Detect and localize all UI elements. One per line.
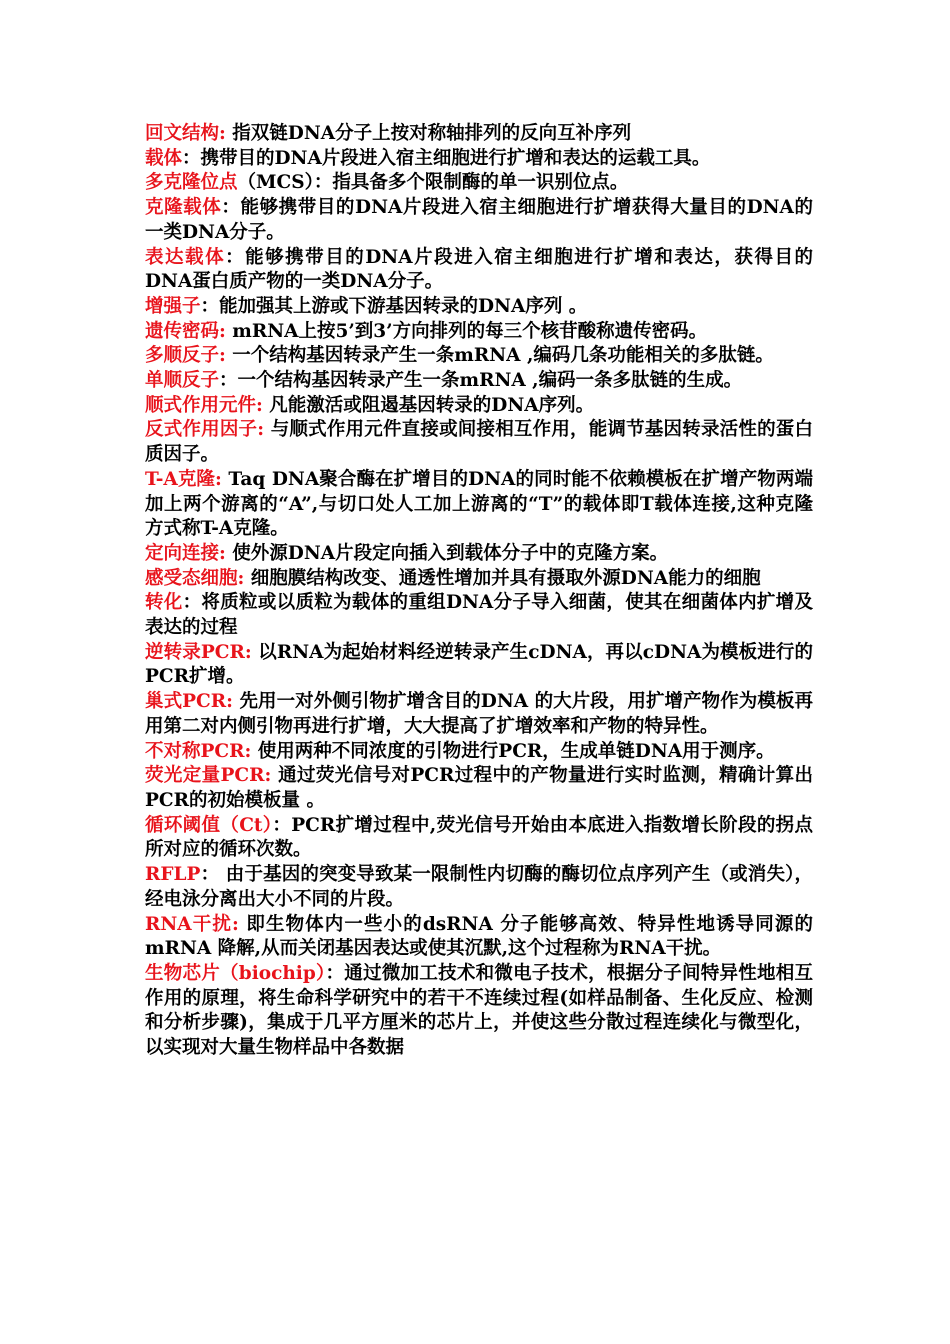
term-label: 循环阈值（Ct） [145, 814, 273, 836]
glossary-entry-mcs [145, 171, 813, 196]
term-label: 多顺反子: [145, 345, 226, 367]
definition-text: mRNA上按5’到3’方向排列的每三个核苷酸称遗传密码。 [225, 320, 708, 342]
definition-text: 一个结构基因转录产生一条mRNA ,编码几条功能相关的多肽链。 [225, 345, 774, 367]
term-label: 感受态细胞: [145, 567, 245, 589]
term-label: 定向连接: [145, 542, 226, 564]
term-label: 反式作用因子: [145, 419, 265, 441]
term-label: 转化 [145, 592, 183, 614]
term-label: 载体 [145, 147, 183, 169]
definition-text: ：能够携带目的DNA片段进入宿主细胞进行扩增获得大量目的DNA的一类DNA分子。 [145, 197, 813, 243]
definition-text: 与顺式作用元件直接或间接相互作用，能调节基因转录活性的蛋白质因子。 [145, 419, 813, 466]
term-label: 遗传密码: [145, 320, 226, 342]
definition-text: 使用两种不同浓度的引物进行PCR，生成单链DNA用于测序。 [251, 740, 775, 762]
definition-text: ：一个结构基因转录产生一条mRNA ,编码一条多肽链的生成。 [219, 370, 743, 392]
definition-text: ： 由于基因的突变导致某一限制性内切酶的酶切位点序列产生（或消失），经电泳分离出大小不同的片段。 [145, 864, 813, 910]
term-label: 增强子 [145, 295, 201, 317]
term-label: 单顺反子 [145, 370, 220, 392]
definition-text: ：携带目的DNA片段进入宿主细胞进行扩增和表达的运载工具。 [182, 147, 711, 169]
term-label: 生物芯片（biochip） [145, 962, 326, 984]
glossary-entry-cloning-vector [145, 196, 813, 245]
definition-text: 先用一对外侧引物扩增含目的DNA 的大片段，用扩增产物作为模板再用第二对内侧引物再进行扩增，大大提高了扩增效率和产物的特异性。 [145, 691, 813, 737]
glossary-entry-qpcr [145, 764, 813, 813]
term-label: 不对称PCR: [145, 740, 252, 762]
glossary-entry-vector [145, 147, 813, 172]
term-label: RNA干扰: [145, 913, 239, 935]
glossary-entry-rflp [145, 863, 813, 912]
glossary-entry-rt-pcr [145, 641, 813, 690]
glossary-entry-competent-cell [145, 567, 813, 592]
definition-text: 以RNA为起始材料经逆转录产生cDNA，再以cDNA为模板进行的PCR扩增。 [145, 641, 813, 688]
definition-text: 即生物体内一些小的dsRNA 分子能够高效、特异性地诱导同源的mRNA 降解,从而关闭基因表达或使其沉默,这个过程称为RNA干扰。 [145, 913, 813, 960]
glossary-entry-genetic-code [145, 320, 813, 345]
term-label: 回文结构: [145, 123, 226, 144]
definition-text: 使外源DNA片段定向插入到载体分子中的克隆方案。 [225, 542, 669, 564]
glossary-entry-biochip [145, 962, 813, 1061]
term-label: RFLP [145, 864, 201, 886]
glossary-entry-trans-factor [145, 418, 813, 467]
term-label: 表达载体 [145, 246, 226, 268]
term-label: 巢式PCR: [145, 691, 233, 713]
definition-text: ：能加强其上游或下游基因转录的DNA序列 。 [200, 295, 588, 317]
definition-text: ：将质粒或以质粒为载体的重组DNA分子导入细菌，使其在细菌体内扩增及表达的过程 [145, 592, 813, 639]
glossary-entry-asymmetric-pcr [145, 740, 813, 765]
definition-text: （MCS）：指具备多个限制酶的单一识别位点。 [237, 172, 629, 194]
definition-text: 通过荧光信号对PCR过程中的产物量进行实时监测，精确计算出PCR的初始模板量 。 [145, 765, 814, 811]
glossary-entry-monocistron [145, 369, 813, 394]
term-label: 荧光定量PCR: [145, 765, 272, 787]
term-label: 逆转录PCR: [145, 641, 252, 663]
glossary-entry-expression-vector [145, 246, 813, 295]
glossary-entry-transformation [145, 591, 813, 640]
glossary-entry-ct [145, 814, 813, 863]
definition-text: ：通过微加工技术和微电子技术，根据分子间特异性地相互作用的原理，将生命科学研究中的若干不连续过程(如样品制备、生化反应、检测和分析步骤)，集成于几平方厘米的芯片上，并使这些分散过程连续化与微型化，以实现对大量生物样品中各数据 [145, 962, 813, 1059]
definition-text: 细胞膜结构改变、通透性增加并具有摄取外源DNA能力的细胞 [244, 567, 761, 589]
glossary-entry-cis-element [145, 394, 813, 419]
glossary-entry-palindrome [145, 122, 813, 147]
glossary-entry-directional-ligation [145, 542, 813, 567]
term-label: 克隆载体 [145, 197, 222, 219]
term-label: T-A克隆: [145, 468, 222, 490]
glossary-entry-ta-cloning [145, 468, 813, 542]
definition-text: Taq DNA聚合酶在扩增目的DNA的同时能不依赖模板在扩增产物两端加上两个游离的“A”,与切口处人工加上游离的“T”的载体即T载体连接,这种克隆方式称T-A克隆。 [145, 468, 813, 540]
term-label: 多克隆位点 [145, 172, 238, 194]
glossary-entry-enhancer [145, 295, 813, 320]
definition-text: 指双链DNA分子上按对称轴排列的反向互补序列 [225, 123, 632, 144]
glossary-entry-polycistron [145, 344, 813, 369]
term-label: 顺式作用元件: [145, 394, 263, 416]
definition-text: ：PCR扩增过程中,荧光信号开始由本底进入指数增长阶段的拐点所对应的循环次数。 [145, 814, 814, 861]
definition-text: ：能够携带目的DNA片段进入宿主细胞进行扩增和表达，获得目的DNA蛋白质产物的一类DNA分子。 [145, 246, 813, 293]
glossary-page [145, 122, 813, 1061]
definition-text: 凡能激活或阻遏基因转录的DNA序列。 [262, 394, 595, 416]
glossary-entry-rnai [145, 913, 813, 962]
glossary-entry-nested-pcr [145, 690, 813, 739]
